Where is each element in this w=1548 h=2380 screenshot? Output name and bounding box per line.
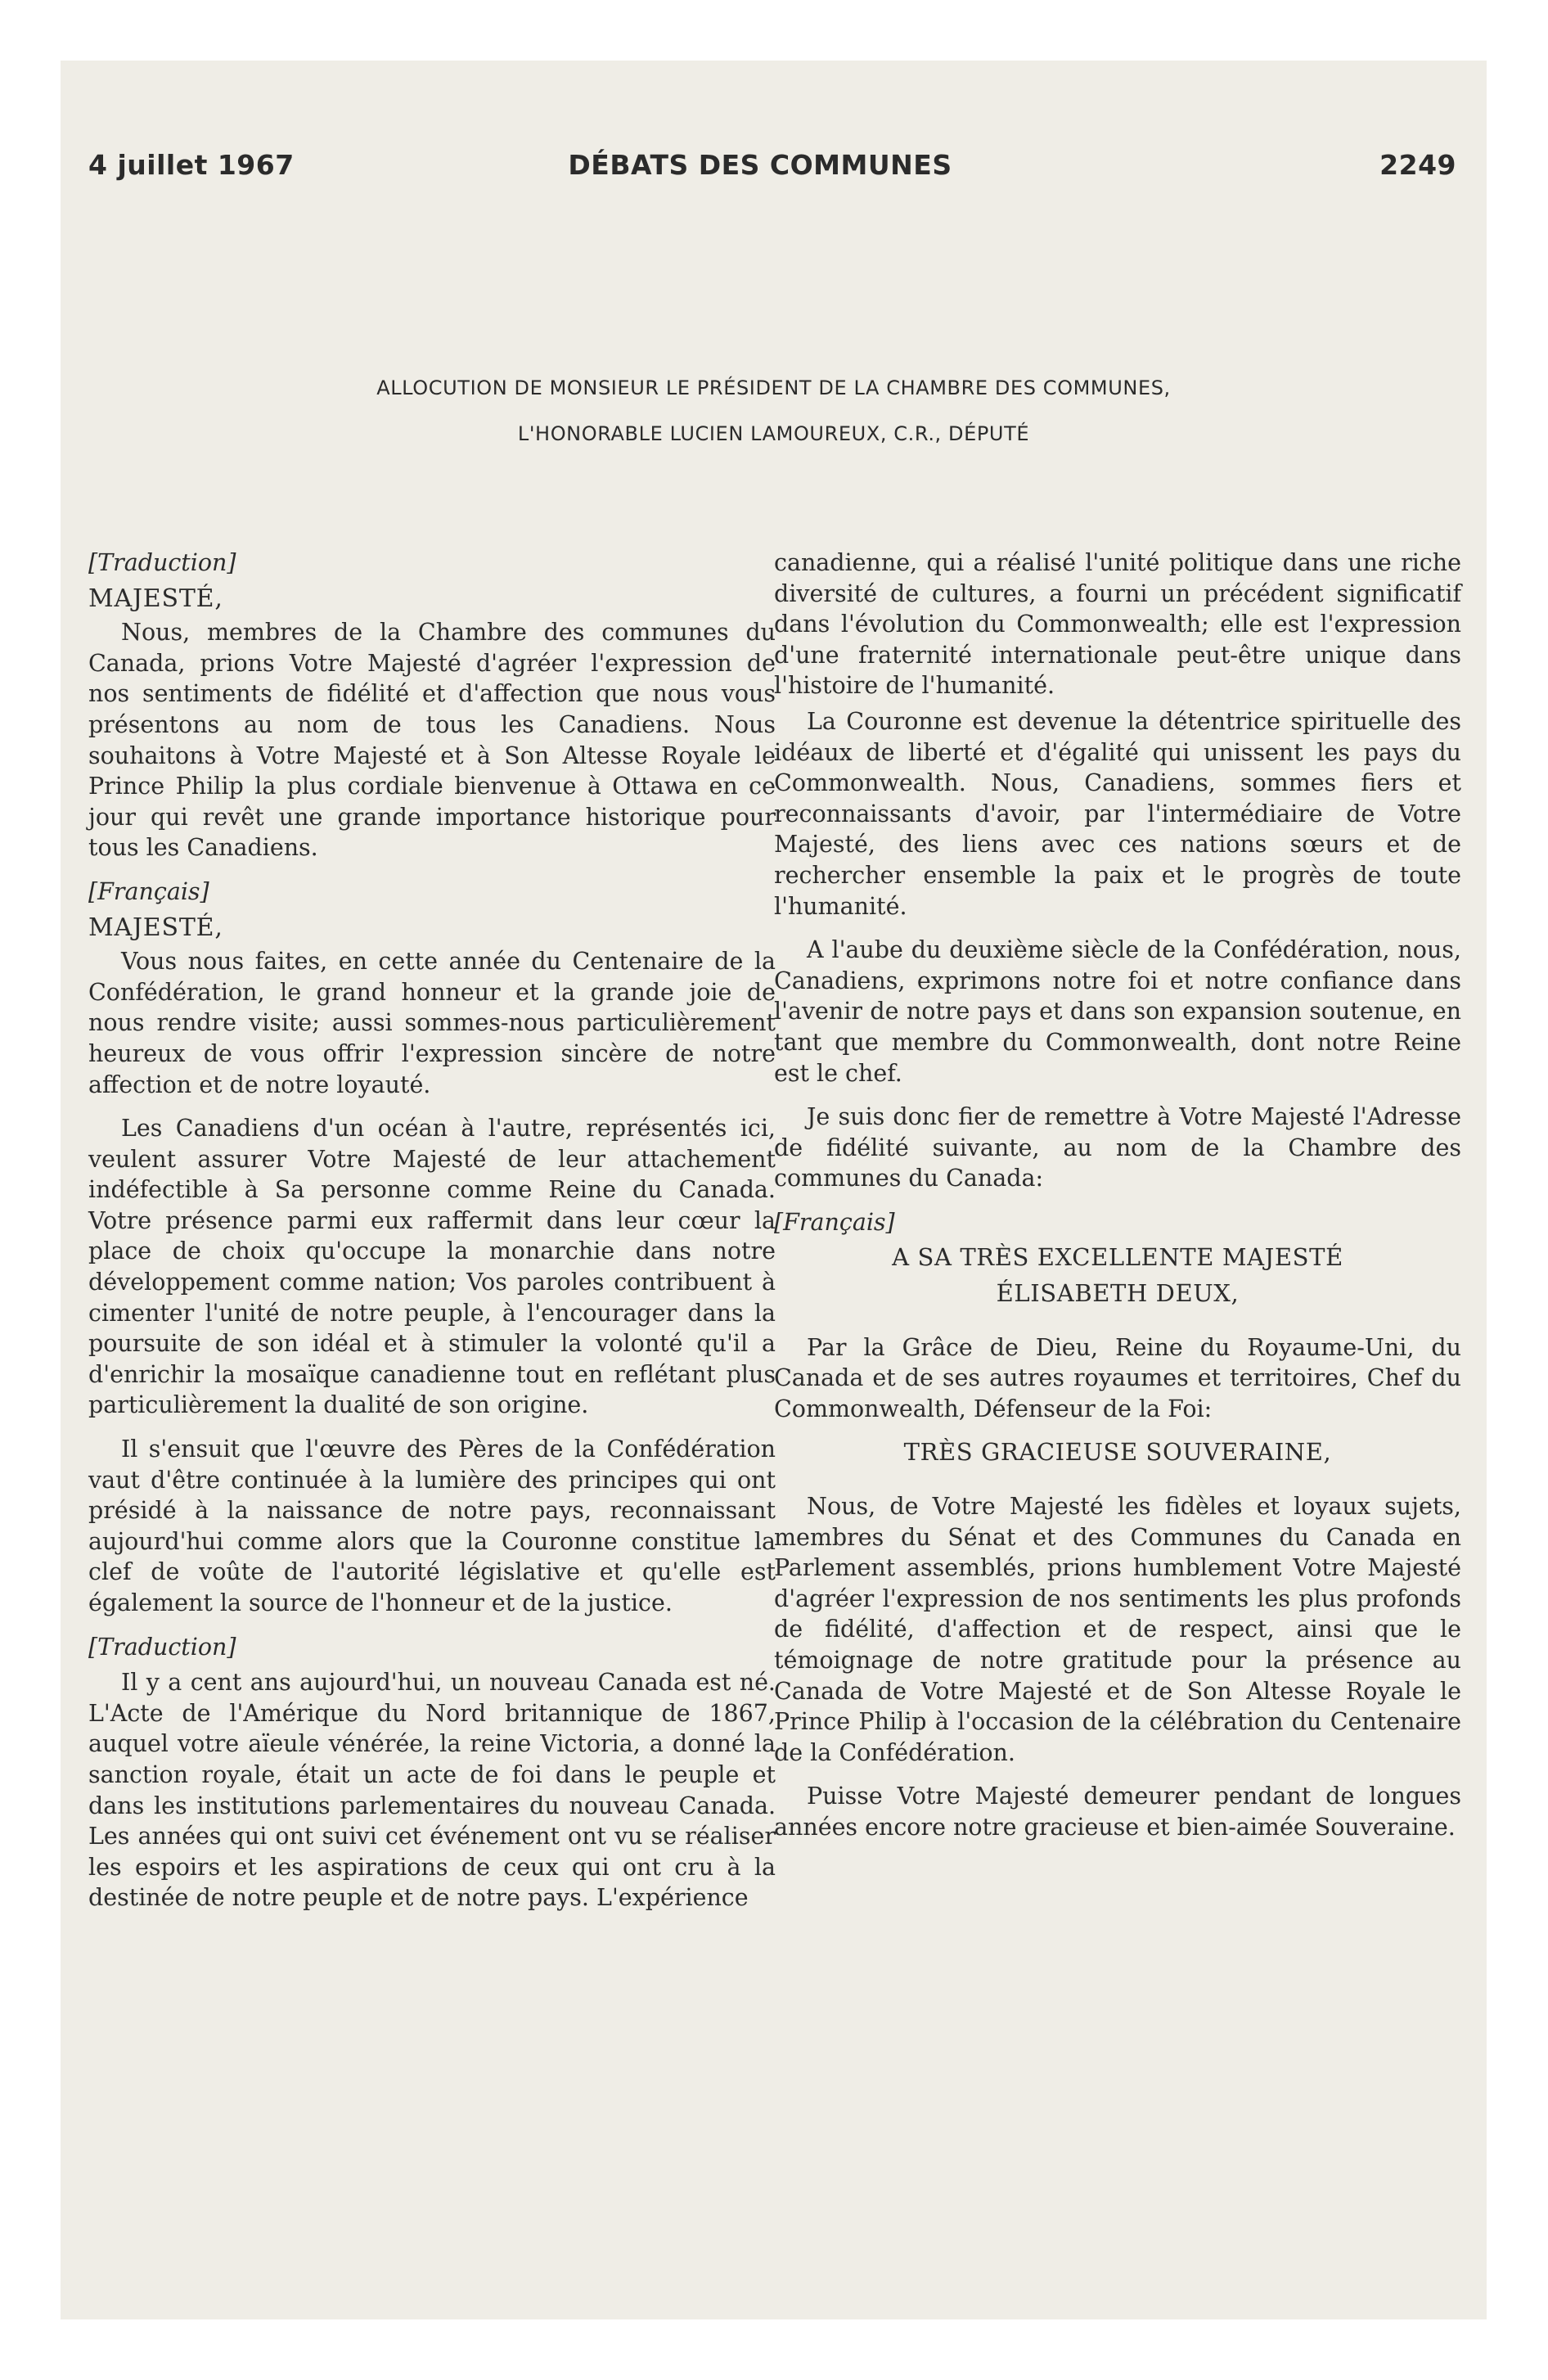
paragraph: Nous, de Votre Majesté les fidèles et loyaux sujets, membres du Sénat et des Communes du Canada en Parlement assemblés, prions humblement Votre Majesté d'agréer l'expression de nos sentiments les plus profonds de fidélité, d'affection et de respect, ainsi que le témoignage de notre gratitude pour la présence au Canada de Votre Majesté et de Son Altesse Royale le Prince Philip à l'occasion de la célébration du Centenaire de la Confédération. xyxy=(774,1493,1461,1766)
language-tag: [Français] xyxy=(88,877,209,905)
address-heading: A SA TRÈS EXCELLENTE MAJESTÉ xyxy=(892,1243,1343,1272)
language-tag: [Traduction] xyxy=(88,549,236,576)
header-title: DÉBATS DES COMMUNES xyxy=(568,149,952,181)
paragraph-continued: canadienne, qui a réalisé l'unité politique dans une riche diversité de cultures, a fourni un précédent significatif dans l'évolution du Commonwealth; elle est l'expression d'une fraternité internationale peut-être unique dans l'histoire de l'humanité. xyxy=(774,549,1461,700)
allocution-line-2: L'HONORABLE LUCIEN LAMOUREUX, C.R., DÉPUTÉ xyxy=(517,422,1030,445)
paragraph: La Couronne est devenue la détentrice spirituelle des idéaux de liberté et d'égalité qui unissent les pays du Commonwealth. Nous, Canadiens, sommes fiers et reconnaissants d'avoir, par l'intermédiaire de Votre Majesté, des liens avec ces nations sœurs et de rechercher ensemble la paix et le progrès de toute l'humanité. xyxy=(774,707,1461,920)
paragraph: Nous, membres de la Chambre des communes du Canada, prions Votre Majesté d'agréer l'expression de nos sentiments de fidélité et d'affection que nous vous présentons au nom de tous les Canadiens. Nous souhaitons à Votre Majesté et à Son Altesse Royale le Prince Philip la plus cordiale bienvenue à Ottawa en ce jour qui revêt une grande importance historique pour tous les Canadiens. xyxy=(88,619,776,862)
left-column xyxy=(88,548,776,1927)
language-tag: [Français] xyxy=(774,1208,895,1236)
address-salutation: TRÈS GRACIEUSE SOUVERAINE, xyxy=(903,1438,1332,1467)
paragraph: Les Canadiens d'un océan à l'autre, représentés ici, veulent assurer Votre Majesté de leur attachement indéfectible à Sa personne comme Reine du Canada. Votre présence parmi eux raffermit dans leur cœur la place de choix qu'occupe la monarchie dans notre développement comme nation; Vos paroles contribuent à cimenter l'unité de notre peuple, à l'encourager dans la poursuite de son idéal et à stimuler la volonté qu'il a d'enrichir la mosaïque canadienne tout en reflétant plus particulièrement la dualité de son origine. xyxy=(88,1115,776,1419)
paragraph: Il s'ensuit que l'œuvre des Pères de la Confédération vaut d'être continuée à la lumière des principes qui ont présidé à la naissance de notre pays, reconnaissant aujourd'hui comme alors que la Couronne constitue la clef de voûte de l'autorité législative et qu'elle est également la source de l'honneur et de la justice. xyxy=(88,1436,776,1616)
address-heading: ÉLISABETH DEUX, xyxy=(996,1279,1240,1308)
header-page-number: 2249 xyxy=(1379,149,1456,181)
paragraph: Il y a cent ans aujourd'hui, un nouveau Canada est né. L'Acte de l'Amérique du Nord britannique de 1867, auquel votre aïeule vénérée, la reine Victoria, a donné la sanction royale, était un acte de foi dans le peuple et dans les institutions parlementaires du nouveau Canada. Les années qui ont suivi cet événement ont vu se réaliser les espoirs et les aspirations de ceux qui ont cru à la destinée de notre peuple et de notre pays. L'expérience xyxy=(88,1669,776,1912)
allocution-line-1: ALLOCUTION DE MONSIEUR LE PRÉSIDENT DE LA CHAMBRE DES COMMUNES, xyxy=(376,376,1171,399)
paragraph: A l'aube du deuxième siècle de la Confédération, nous, Canadiens, exprimons notre foi et notre confiance dans l'avenir de notre pays et dans son expansion soutenue, en tant que membre du Commonwealth, dont notre Reine est le chef. xyxy=(774,936,1461,1087)
allocution-title xyxy=(93,365,1454,457)
page-sheet xyxy=(61,61,1487,2319)
paragraph: Je suis donc fier de remettre à Votre Majesté l'Adresse de fidélité suivante, au nom de la Chambre des communes du Canada: xyxy=(774,1103,1461,1192)
salutation-heading: MAJESTÉ, xyxy=(88,913,223,942)
paragraph: Puisse Votre Majesté demeurer pendant de longues années encore notre gracieuse et bien-aimée Souveraine. xyxy=(774,1783,1461,1841)
language-tag: [Traduction] xyxy=(88,1633,236,1661)
header-date: 4 juillet 1967 xyxy=(88,149,295,181)
salutation-heading: MAJESTÉ, xyxy=(88,584,223,613)
right-column xyxy=(774,548,1461,1856)
paragraph: Par la Grâce de Dieu, Reine du Royaume-Uni, du Canada et de ses autres royaumes et territoires, Chef du Commonwealth, Défenseur de la Foi: xyxy=(774,1333,1461,1422)
paragraph: Vous nous faites, en cette année du Centenaire de la Confédération, le grand honneur et la grande joie de nous rendre visite; aussi sommes-nous particulièrement heureux de vous offrir l'expression sincère de notre affection et de notre loyauté. xyxy=(88,948,776,1098)
